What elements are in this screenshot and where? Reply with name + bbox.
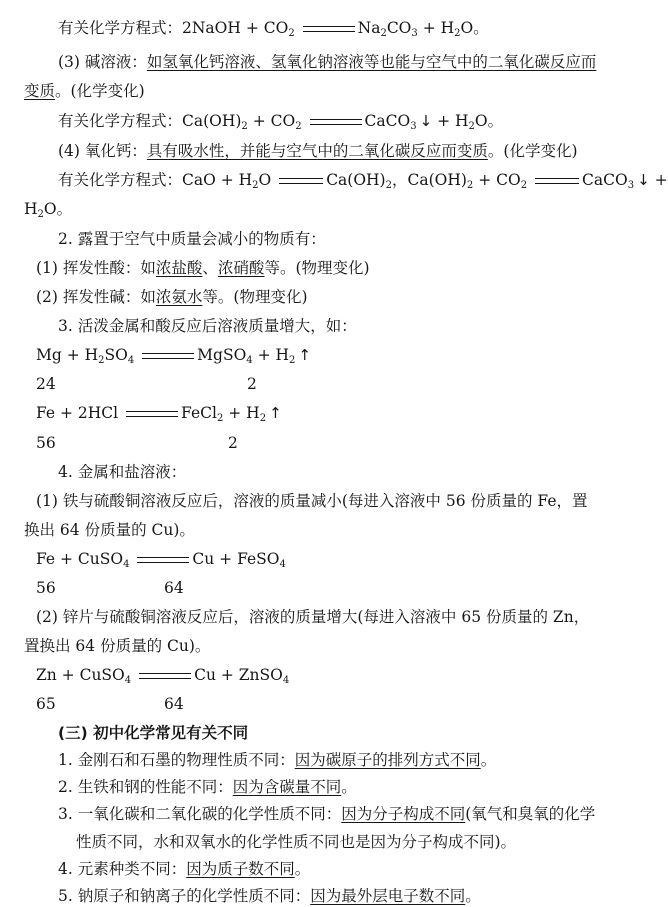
- equals-sign: [279, 177, 323, 185]
- item-diamond-graphite: 1. 金刚石和石墨的物理性质不同：因为碳原子的排列方式不同。: [58, 751, 497, 769]
- mass-ratio-h2: 2: [247, 375, 257, 393]
- item-volatile-acid: (1) 挥发性酸：如浓盐酸、浓硝酸等。(物理变化): [36, 259, 370, 277]
- section-mass-decrease: 2. 露置于空气中质量会减小的物质有：: [58, 230, 326, 248]
- mass-ratio-fe: 56: [36, 579, 56, 597]
- item-co-co2-cont: 性质不同，水和双氧水的化学性质不同也是因为分子构成不同)。: [76, 833, 517, 851]
- mass-ratio-zn: 65: [36, 695, 56, 713]
- equation-cao-h2o-cont: $H_2O$。: [24, 200, 73, 220]
- equation-cao-h2o: 有关化学方程式：CaO + $H_2O$ $Ca(OH)_2$，$Ca(OH)_2 + CO_2$ CaCO$_3$ ↓ +: [58, 171, 668, 191]
- up-arrow-icon: ↑: [298, 346, 311, 364]
- item-volatile-base: (2) 挥发性碱：如浓氨水等。(物理变化): [36, 288, 308, 306]
- item-iron-steel: 2. 生铁和钢的性能不同：因为含碳量不同。: [58, 778, 357, 796]
- equals-sign: [303, 25, 355, 33]
- item-iron-copper-sulfate-cont: 换出 64 份质量的 Cu)。: [24, 521, 195, 539]
- item-zinc-copper-sulfate: (2) 锌片与硫酸铜溶液反应后，溶液的质量增大(每进入溶液中 65 份质量的 Zn，: [36, 608, 590, 626]
- mass-ratio-fe: 56: [36, 434, 56, 452]
- equation-caoh2-co2: 有关化学方程式：$Ca(OH)_2 + CO_2$ CaCO$_3$ ↓ + $H_2O$。: [58, 112, 504, 132]
- section-heading-differences: (三) 初中化学常见有关不同: [58, 724, 249, 742]
- equals-sign: [142, 352, 194, 360]
- item-co-co2: 3. 一氧化碳和二氧化碳的化学性质不同：因为分子构成不同(氧气和臭氧的化学: [58, 805, 596, 823]
- item-alkali-solution: (3) 碱溶液：如氢氧化钙溶液、氢氧化钠溶液等也能与空气中的二氧化碳反应而: [58, 53, 597, 71]
- equals-sign: [310, 118, 362, 126]
- item-calcium-oxide: (4) 氧化钙：具有吸水性，并能与空气中的二氧化碳反应而变质。(化学变化): [58, 142, 578, 160]
- down-arrow-icon: ↓: [419, 112, 433, 130]
- item-sodium-ion: 5. 钠原子和钠离子的化学性质不同：因为最外层电子数不同。: [58, 887, 481, 905]
- equation-naoh-co2: 有关化学方程式：2NaOH + $CO_2$ $Na_2CO_3 + H_2O$。: [58, 19, 489, 39]
- section-metal-acid: 3. 活泼金属和酸反应后溶液质量增大，如：: [58, 317, 357, 335]
- item-element-type: 4. 元素种类不同：因为质子数不同。: [58, 860, 311, 878]
- equation-fe-cuso4: Fe + CuSO$_4$ Cu + FeSO$_4$: [36, 550, 286, 570]
- mass-ratio-h2: 2: [228, 434, 238, 452]
- mass-ratio-cu: 64: [164, 695, 184, 713]
- equals-sign: [126, 410, 178, 418]
- equation-mg-h2so4: $Mg + H_2SO_4$ MgSO$_4$ + $H_2$ ↑: [36, 346, 311, 366]
- section-metal-salt: 4. 金属和盐溶液：: [58, 463, 187, 481]
- mass-ratio-cu: 64: [164, 579, 184, 597]
- item-zinc-copper-sulfate-cont: 置换出 64 份质量的 Cu)。: [24, 637, 211, 655]
- item-iron-copper-sulfate: (1) 铁与硫酸铜溶液反应后，溶液的质量减小(每进入溶液中 56 份质量的 Fe，置: [36, 492, 588, 510]
- up-arrow-icon: ↑: [269, 404, 282, 422]
- equals-sign: [137, 556, 189, 564]
- equals-sign: [139, 672, 191, 680]
- item-alkali-solution-cont: 变质。(化学变化): [24, 82, 145, 100]
- equation-fe-hcl: Fe + 2HCl FeCl$_2$ + $H_2$ ↑: [36, 404, 282, 424]
- mass-ratio-mg: 24: [36, 375, 56, 393]
- down-arrow-icon: ↓: [637, 171, 650, 189]
- equation-zn-cuso4: Zn + CuSO$_4$ Cu + ZnSO$_4$: [36, 666, 290, 686]
- equals-sign: [535, 177, 579, 185]
